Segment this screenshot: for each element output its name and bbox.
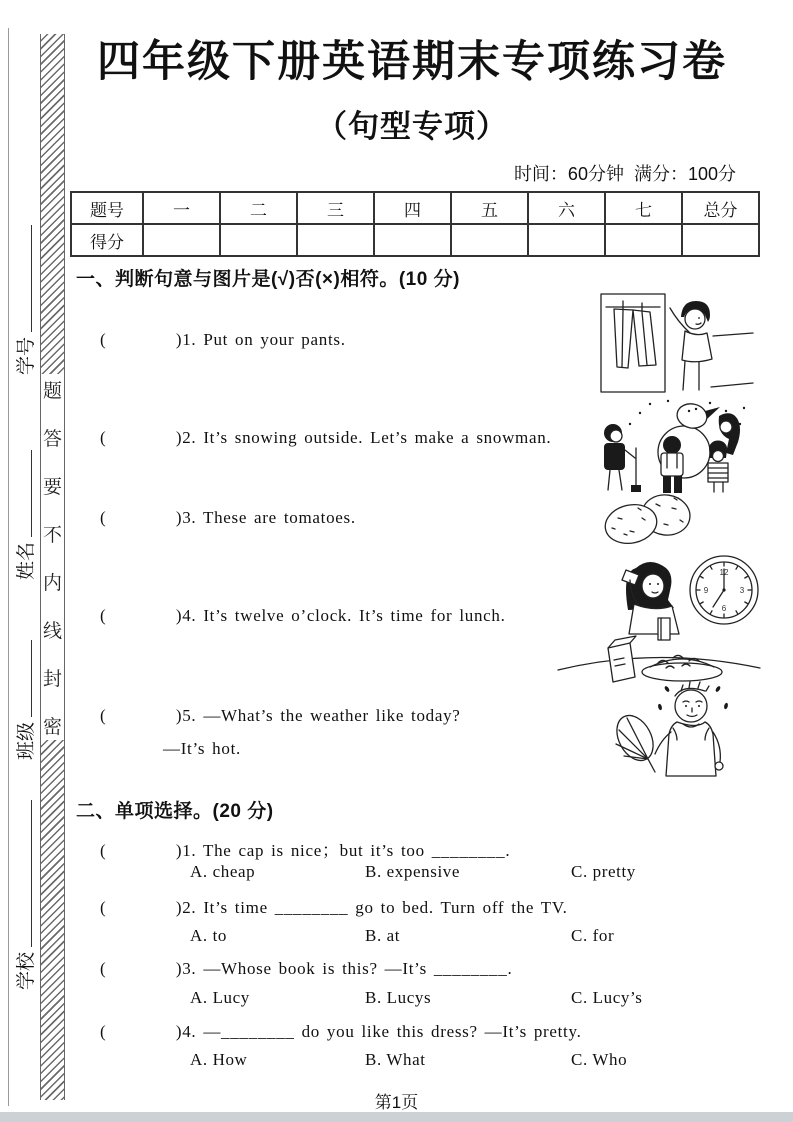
field-blank-line xyxy=(16,800,32,947)
svg-text:6: 6 xyxy=(721,604,727,613)
score-cell xyxy=(528,224,605,256)
score-cell xyxy=(605,224,682,256)
score-cell xyxy=(143,224,220,256)
option-c: C. Lucy’s xyxy=(571,988,643,1007)
s2-question-1-options xyxy=(78,862,778,886)
option-b: B. expensive xyxy=(365,862,461,881)
section2-heading: 二、单项选择。(20 分) xyxy=(76,801,274,822)
svg-text:9: 9 xyxy=(703,586,709,595)
score-table xyxy=(70,191,760,257)
field-blank-line xyxy=(16,450,32,537)
s1-question-3: ( )3. These are tomatoes. xyxy=(100,508,356,527)
seal-hatch-top xyxy=(41,34,64,374)
two-potatoes-illustration xyxy=(598,486,700,550)
seal-char: 不 xyxy=(42,525,62,546)
seal-hatch-bottom xyxy=(41,740,64,1100)
s2-question-2: ( )2. It’s time ________ go to bed. Turn off the TV. xyxy=(100,898,568,917)
s2-question-3: ( )3. —Whose book is this? —It’s ________. xyxy=(100,959,513,978)
option-b: B. What xyxy=(365,1050,426,1069)
option-c: C. Who xyxy=(571,1050,628,1069)
svg-text:12: 12 xyxy=(719,568,729,577)
seal-char: 密 xyxy=(42,717,62,738)
header-cell: 四 xyxy=(374,192,451,224)
field-label: 学校 xyxy=(15,951,37,990)
scan-edge-line xyxy=(8,28,9,1106)
s1-question-4: ( )4. It’s twelve o’clock. It’s time for lunch. xyxy=(100,606,506,625)
header-cell: 总分 xyxy=(682,192,759,224)
header-cell: 五 xyxy=(451,192,528,224)
seal-char: 题 xyxy=(42,381,62,402)
hot-man-with-fan-illustration xyxy=(597,680,759,780)
s1-question-1: ( )1. Put on your pants. xyxy=(100,330,346,349)
svg-text:3: 3 xyxy=(739,586,745,595)
s1-question-2: ( )2. It’s snowing outside. Let’s make a snowman. xyxy=(100,428,552,447)
header-cell: 六 xyxy=(528,192,605,224)
s1-question-5-line2: —It’s hot. xyxy=(163,739,241,758)
field-label: 班级 xyxy=(15,721,37,760)
seal-char: 线 xyxy=(42,621,62,642)
s2-question-3-options xyxy=(78,988,778,1012)
field-blank-line xyxy=(16,640,32,717)
header-cell: 一 xyxy=(143,192,220,224)
seal-char: 答 xyxy=(42,429,62,450)
header-cell: 七 xyxy=(605,192,682,224)
header-cell: 题号 xyxy=(71,192,143,224)
option-c: C. for xyxy=(571,926,615,945)
score-cell xyxy=(297,224,374,256)
page-subtitle: （句型专项） xyxy=(316,109,508,144)
time-score-info: 时间：60分钟 满分：100分 xyxy=(513,164,736,184)
field-label: 姓名 xyxy=(15,541,37,580)
s2-question-1: ( )1. The cap is nice；but it’s too ________. xyxy=(100,841,511,860)
section1-heading: 一、判断句意与图片是(√)否(×)相符。(10 分) xyxy=(76,269,460,290)
seal-char: 要 xyxy=(42,477,62,498)
scan-bottom-strip xyxy=(0,1112,793,1122)
girl-eating-lunch-with-clock-illustration xyxy=(552,548,764,692)
score-cell xyxy=(682,224,759,256)
page-number: 第1页 xyxy=(374,1093,419,1112)
s2-question-4: ( )4. —________ do you like this dress? —It’s pretty. xyxy=(100,1022,582,1041)
option-c: C. pretty xyxy=(571,862,636,881)
option-a: A. Lucy xyxy=(190,988,250,1007)
seal-char: 封 xyxy=(42,669,62,690)
option-b: B. Lucys xyxy=(365,988,432,1007)
field-blank-line xyxy=(16,225,32,332)
option-a: A. cheap xyxy=(190,862,256,881)
header-cell: 二 xyxy=(220,192,297,224)
seal-band xyxy=(40,34,65,1100)
score-cell xyxy=(451,224,528,256)
field-name xyxy=(13,450,35,580)
s2-question-4-options xyxy=(78,1050,778,1074)
s1-question-5-line1: ( )5. —What’s the weather like today? xyxy=(100,706,461,725)
s2-question-2-options xyxy=(78,926,778,950)
header-cell: 三 xyxy=(297,192,374,224)
score-table-header-row xyxy=(71,192,759,224)
seal-char: 内 xyxy=(42,573,62,594)
page-title: 四年级下册英语期末专项练习卷 xyxy=(97,38,727,86)
option-b: B. at xyxy=(365,926,401,945)
option-a: A. to xyxy=(190,926,227,945)
option-a: A. How xyxy=(190,1050,248,1069)
children-making-snowman-illustration xyxy=(592,398,764,494)
score-table-score-row xyxy=(71,224,759,256)
field-school xyxy=(13,800,35,990)
field-student-number xyxy=(13,225,35,375)
score-cell xyxy=(220,224,297,256)
boy-hanging-pants-in-closet-illustration xyxy=(593,286,757,396)
score-row-label: 得分 xyxy=(71,224,143,256)
field-label: 学号 xyxy=(15,336,37,375)
field-class xyxy=(13,640,35,760)
score-cell xyxy=(374,224,451,256)
